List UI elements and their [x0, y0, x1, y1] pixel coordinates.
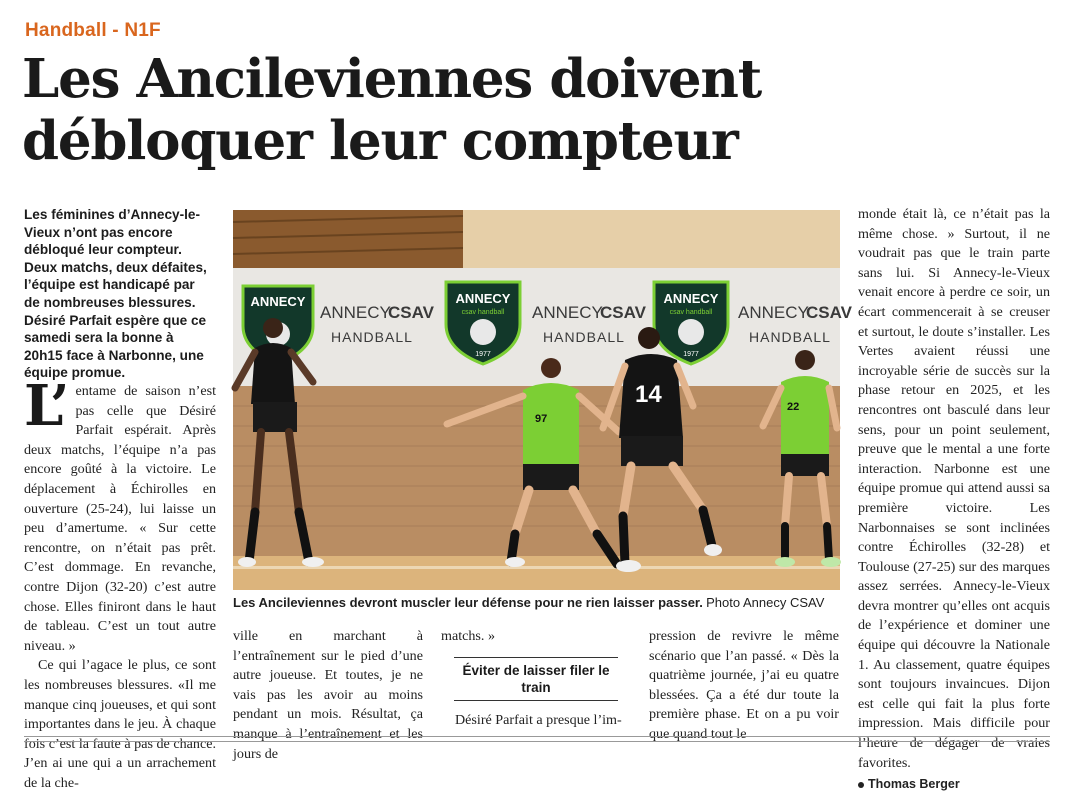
column-1 [24, 373, 216, 793]
lead-text: Les féminines d’Annecy-le-Vieux n’ont pas encore débloqué leur compteur. Deux matchs, deux défaites, l’équipe est handicapé par de nombreuses blessures. Désiré Parfait espère que ce samedi sera la bonne à 20h15 face à Narbonne, une équipe promue. [24, 207, 207, 381]
column-3 [441, 627, 631, 730]
column-5-text: monde était là, ce n’était pas la même chose. » Surtout, il ne voudrait pas que le train parte sans lui. Si Annecy-le-Vieux venait encore à perdre ce soir, un écart commencerait à se creuser et surtout, le doute s’installer. Les Vertes avaient réussi une incroyable série de succès sur la phase retour en 2025, et les rencontres ont basculé dans leur sens, pour un point seulement, preuve que le mental a une forte interaction. Narbonne est une équipe promue qui attend aussi sa première victoire. Les Narbonnaises se sont inclinées contre Échirolles (32-28) et Toulouse (27-25) sur des marques assez serrées. Annecy-le-Vieux devra montrer qu’elles ont acquis de l’expérience et dominer une équipe qui découvre la Nationale 1. Au classement, quatre équipes sont toujours invaincues. Dijon est celle qui fait la plus forte impression. Mais difficile pour l’heure de dégager de vraies favorites. [858, 206, 1050, 771]
column-5 [858, 205, 1050, 795]
section-label: Handball - N1F [25, 20, 161, 41]
crest-text-2: ANNECY [455, 291, 511, 306]
paragraph-1-text: entame de saison n’est pas celle que Désiré Parfait espérait. Après deux matchs, l’équipe n’a pas encore goûté à la victoire. Le déplacement à Échirolles en ouverture (25-24), lui laisse un peu d’amertume. « Sur cette rencontre, on n’était pas prêt. C’est dommage. En revanche, contre Dijon (32-20) c’est autre chose. Elles finiront dans le haut de tableau. C’est un tout autre niveau. » [24, 383, 216, 654]
banner-brand-1: ANNECY [320, 303, 391, 322]
column-3-text-2: Désiré Parfait a presque l’im- [455, 711, 622, 728]
column-3-text-1: matchs. » [441, 628, 496, 644]
drop-cap: L’ [24, 373, 70, 439]
lead-paragraph [24, 206, 214, 382]
bottom-rule-1 [24, 736, 1050, 737]
article-photo [233, 210, 852, 590]
crest-text-3: ANNECY [663, 291, 719, 306]
column-2-text: ville en marchant à l’entraînement sur le pied d’une autre joueuse. Et toutes, je ne vais pas les avoir au moins pendant un mois. Résultat, ça manque à l’entraînement et les jours de [233, 628, 423, 762]
headline [22, 48, 1052, 172]
banner-brand-bold-2: CSAV [600, 303, 646, 322]
crest-text-1: ANNECY [250, 294, 306, 309]
crest-year-2: 1977 [475, 351, 491, 358]
bullet-icon [858, 782, 864, 788]
crest-sub-2: csav handball [461, 309, 505, 316]
jersey-number-97: 97 [535, 413, 548, 425]
banner-sub-1: HANDBALL [331, 329, 413, 345]
banner-sub-3: HANDBALL [749, 329, 831, 345]
handball-scene [233, 210, 852, 590]
banner-brand-2: ANNECY [532, 303, 603, 322]
headline-line-1: Les Ancileviennes doivent [22, 48, 761, 110]
banner-brand-bold-1: CSAV [388, 303, 434, 322]
headline-line-2: débloquer leur compteur [22, 110, 738, 172]
crest-year-3: 1977 [683, 351, 699, 358]
jersey-number-14: 14 [635, 381, 662, 408]
banner-brand-bold-3: CSAV [806, 303, 852, 322]
column-4 [649, 627, 839, 745]
column-4-text: pression de revivre le même scénario que l’an passé. « Dès la quatrième journée, j’ai eu quatre blessées. Ça a été dur toute la première phase. Et on a pu voir que quand tout le [649, 628, 839, 742]
photo-caption [233, 594, 840, 611]
paragraph-1 [24, 373, 216, 656]
byline-author: Thomas Berger [868, 777, 960, 792]
byline [858, 775, 1050, 795]
paragraph-2: Ce qui l’agace le plus, ce sont les nombreuses blessures. «Il me manque cinq joueuses, et qui sont importantes dans le jeu. À chaque fois c’est la faute à pas de chance. J’en ai une qui a un arrachement de la che- [24, 657, 216, 791]
column-2 [233, 627, 423, 764]
caption-text: Les Ancileviennes devront muscler leur défense pour ne rien laisser passer. [233, 595, 703, 610]
jersey-number-22: 22 [787, 401, 800, 413]
bottom-rule-2 [24, 741, 1050, 742]
banner-sub-2: HANDBALL [543, 329, 625, 345]
caption-credit: Photo Annecy CSAV [706, 595, 825, 610]
banner-brand-3: ANNECY [738, 303, 809, 322]
subheading: Éviter de laisser filer le train [454, 657, 618, 701]
crest-sub-3: csav handball [669, 309, 713, 316]
banner [233, 268, 840, 386]
